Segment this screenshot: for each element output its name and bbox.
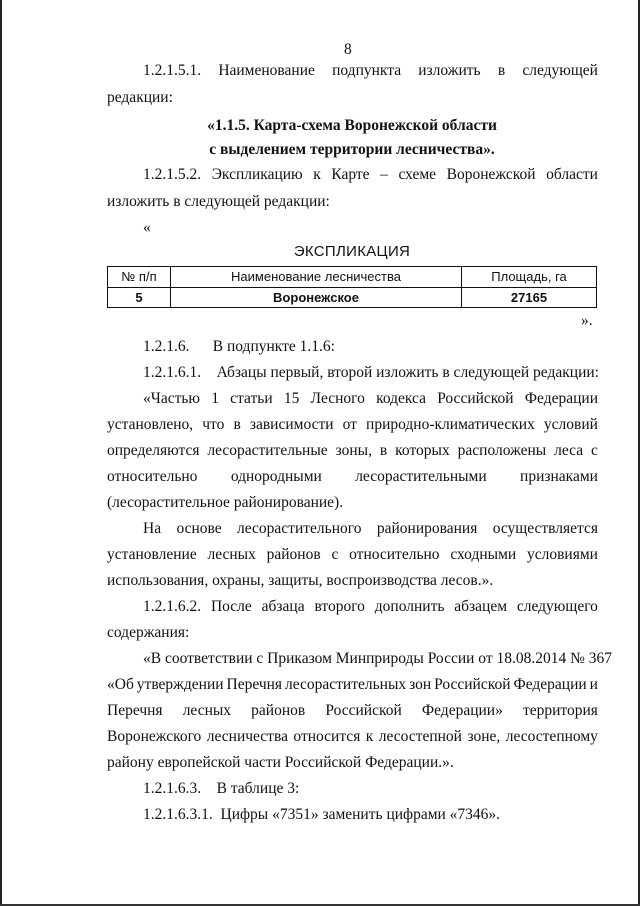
word: подпункта <box>332 62 402 79</box>
word: в <box>379 442 388 459</box>
section-1-2-1-6-2-line-2: содержания: <box>107 624 190 641</box>
word: лесорастительных <box>285 676 407 693</box>
word: районирования <box>376 520 478 537</box>
word: расположены <box>457 442 547 459</box>
word: лесостепному <box>505 728 598 745</box>
page-number: 8 <box>344 41 352 58</box>
word: с <box>331 546 339 563</box>
word: Российской <box>325 702 402 719</box>
word: однородными <box>230 468 322 485</box>
word: 1.2.1.5.2. <box>143 166 202 183</box>
paragraph-1-line-2: редакции: <box>107 89 173 106</box>
explication-title: ЭКСПЛИКАЦИЯ <box>293 243 411 260</box>
quote-2-line-3: использования, охраны, защиты, воспроизводства лесов.». <box>107 572 494 589</box>
word: 1 <box>211 390 219 407</box>
word: Воронежского <box>107 728 202 745</box>
word: в <box>233 416 241 433</box>
quote-3-line-1: «В соответствии с Приказом Минприроды России от 18.08.2014 № 367 <box>143 650 613 667</box>
header-cell-number: № п/п <box>108 267 171 288</box>
word: территория <box>522 702 598 719</box>
word: Воронежской <box>446 166 536 183</box>
section-1-2-1-6-2-line-1 <box>143 598 598 616</box>
quote-2-line-2 <box>107 546 598 564</box>
word: зоны, <box>335 442 372 459</box>
word: основе <box>176 520 222 537</box>
word: дополнить <box>374 598 445 615</box>
word: признаками <box>520 468 598 485</box>
word: Экспликацию <box>211 166 303 183</box>
word: следующей <box>522 62 598 79</box>
word: относительно <box>107 468 198 485</box>
word: Карте <box>331 166 370 183</box>
word: что <box>202 416 225 433</box>
word: На <box>143 520 162 537</box>
cell-area: 27165 <box>462 287 597 308</box>
heading-line-1: «1.1.5. Карта-схема Воронежской области <box>207 117 497 134</box>
word: осуществляется <box>492 520 598 537</box>
section-1-2-1-6-3-1: 1.2.1.6.3.1. Цифры «7351» заменить цифрами «7346». <box>143 806 501 823</box>
word: статьи <box>230 390 273 407</box>
explication-table <box>107 266 597 308</box>
word: Перечня <box>107 702 163 719</box>
table-row <box>108 287 597 308</box>
word: зоне, <box>467 728 501 745</box>
word: лесостепной <box>378 728 462 745</box>
word: к <box>365 728 374 745</box>
open-quote: « <box>143 219 151 236</box>
cell-name: Воронежское <box>171 287 462 308</box>
word: лесорастительные <box>207 442 328 459</box>
cell-number: 5 <box>108 287 171 308</box>
word: Федерации <box>513 676 587 693</box>
word: районов <box>266 546 321 563</box>
header-cell-name: Наименование лесничества <box>171 267 462 288</box>
paragraph-1-line-1 <box>143 62 598 80</box>
word: Наименование <box>218 62 315 79</box>
word: Лесного <box>310 390 365 407</box>
word: 1.2.1.6.2. <box>143 598 202 615</box>
section-1-2-1-6-1: 1.2.1.6.1. Абзацы первый, второй изложить в следующей редакции: <box>143 364 599 381</box>
word: районов <box>251 702 306 719</box>
word: природно-климатических <box>366 416 535 433</box>
word: схеме <box>398 166 437 183</box>
word: от <box>342 416 357 433</box>
section-1-2-1-6-3: 1.2.1.6.3. В таблице 3: <box>143 780 300 797</box>
quote-2-line-1 <box>143 520 598 538</box>
quote-3-line-5: району европейской части Российской Федерации.». <box>107 754 454 771</box>
word: с <box>591 442 598 459</box>
word: области <box>546 166 598 183</box>
word: зон <box>409 676 432 693</box>
word: в <box>497 62 506 79</box>
word: Федерации» <box>421 702 503 719</box>
word: условиями <box>526 546 598 563</box>
quote-3-line-4 <box>107 728 598 746</box>
word: условий <box>543 416 598 433</box>
word: 1.2.1.5.1. <box>143 62 202 79</box>
header-cell-area: Площадь, га <box>462 267 597 288</box>
word: зависимости <box>249 416 334 433</box>
word: леса <box>554 442 584 459</box>
word: абзаца <box>261 598 305 615</box>
word: абзацем <box>454 598 508 615</box>
word: определяются <box>107 442 200 459</box>
word: 15 <box>283 390 300 407</box>
word: следующего <box>516 598 598 615</box>
quote-1-line-1 <box>143 390 598 408</box>
word: лесорастительными <box>355 468 487 485</box>
word: Российской <box>434 676 511 693</box>
word: относится <box>293 728 361 745</box>
word: установлено, <box>107 416 194 433</box>
section-1-2-1-6: 1.2.1.6. В подпункте 1.1.6: <box>143 338 335 355</box>
table-header-row <box>108 267 597 288</box>
word: Федерации <box>524 390 598 407</box>
word: лесничества <box>206 728 288 745</box>
quote-1-line-5: (лесорастительное районирование). <box>107 494 344 511</box>
word: второго <box>314 598 365 615</box>
close-quote: ». <box>581 312 593 329</box>
word: лесных <box>182 702 232 719</box>
word: и <box>589 676 598 693</box>
quote-3-line-2 <box>107 676 598 694</box>
word: лесных <box>207 546 256 563</box>
word: – <box>380 166 388 183</box>
quote-1-line-2 <box>107 416 598 434</box>
word: Перечня <box>226 676 283 693</box>
word: которых <box>395 442 450 459</box>
quote-1-line-4 <box>107 468 598 486</box>
word: «Об <box>107 676 134 693</box>
word: лесорастительного <box>237 520 362 537</box>
word: Российской <box>437 390 514 407</box>
word: к <box>313 166 321 183</box>
page-edge-left <box>0 0 2 906</box>
quote-3-line-3 <box>107 702 598 720</box>
paragraph-2-line-2: изложить в следующей редакции: <box>107 193 330 210</box>
heading-line-2: с выделением территории лесничества». <box>209 141 495 158</box>
word: относительно <box>349 546 440 563</box>
word: установление <box>107 546 197 563</box>
word: «Частью <box>143 390 201 407</box>
quote-1-line-3 <box>107 442 598 460</box>
word: После <box>210 598 252 615</box>
word: сходными <box>450 546 517 563</box>
word: утверждении <box>136 676 224 693</box>
paragraph-2-line-1 <box>143 166 598 184</box>
word: изложить <box>418 62 481 79</box>
word: кодекса <box>376 390 426 407</box>
